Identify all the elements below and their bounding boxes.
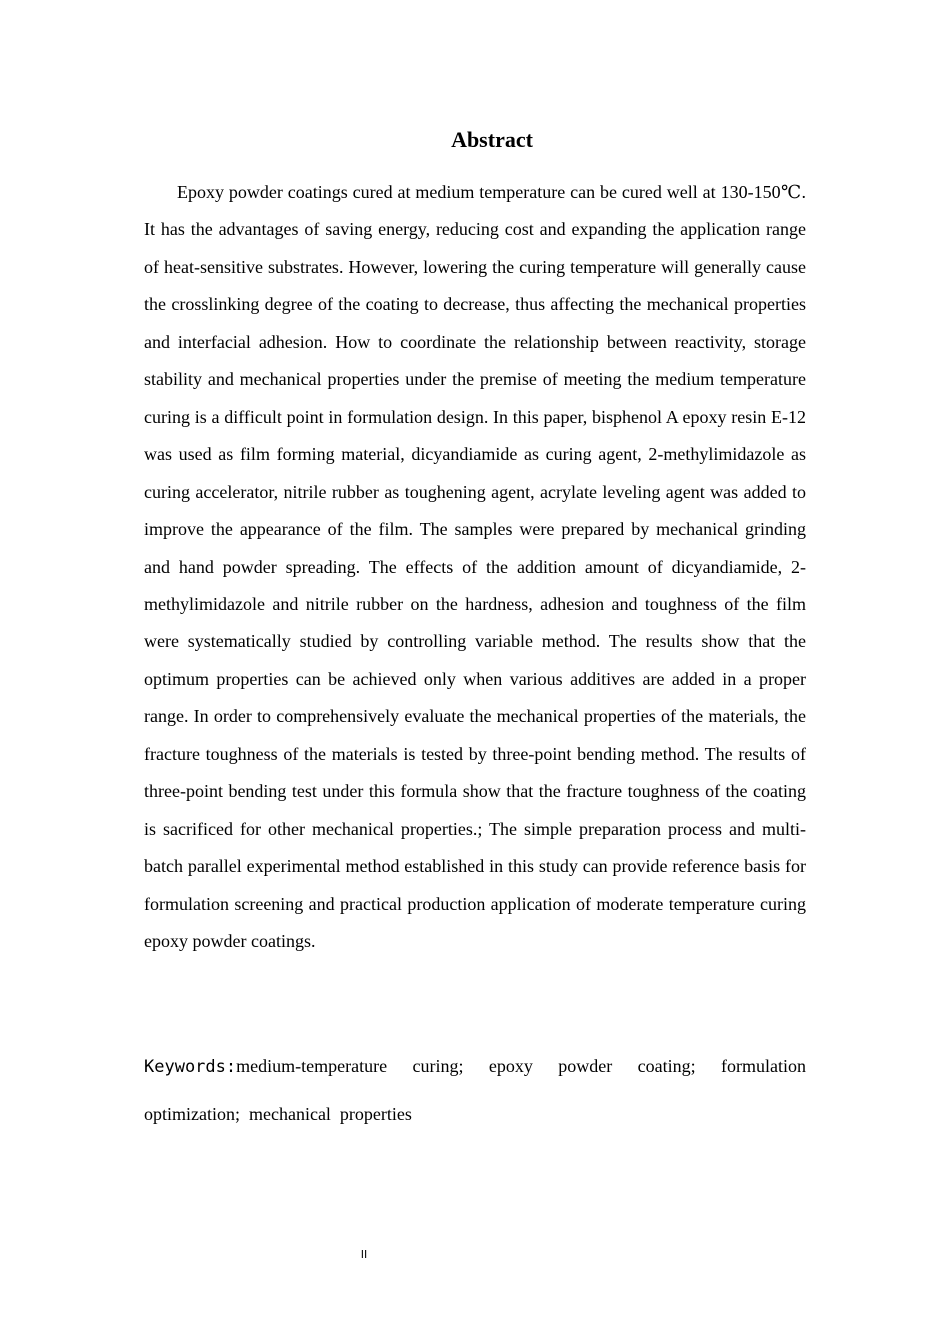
keywords-label: Keywords: [144,1057,237,1077]
page-number: II [360,1248,368,1261]
abstract-title: Abstract [451,127,533,152]
keywords-text: medium-temperature curing; epoxy powder coating; formulation optimization; mechanical properties [144,1056,806,1124]
keywords-paragraph [144,1043,806,1138]
abstract-body: Epoxy powder coatings cured at medium temperature can be cured well at 130-150℃. It has the advantages of saving energy, reducing cost and expanding the application range of heat-sensitive substrates. However, lowering the curing temperature will generally cause the crosslinking degree of the coating to decrease, thus affecting the mechanical properties and interfacial adhesion. How to coordinate the relationship between reactivity, storage stability and mechanical properties under the premise of meeting the medium temperature curing is a difficult point in formulation design. In this paper, bisphenol A epoxy resin E-12 was used as film forming material, dicyandiamide as curing agent, 2-methylimidazole as curing accelerator, nitrile rubber as toughening agent, acrylate leveling agent was added to improve the appearance of the film. The samples were prepared by mechanical grinding and hand powder spreading. The effects of the addition amount of dicyandiamide, 2-methylimidazole and nitrile rubber on the hardness, adhesion and toughness of the film were systematically studied by controlling variable method. The results show that the optimum properties can be achieved only when various additives are added in a proper range. In order to comprehensively evaluate the mechanical properties of the materials, the fracture toughness of the materials is tested by three-point bending method. The results of three-point bending test under this formula show that the fracture toughness of the coating is sacrificed for other mechanical properties.; The simple preparation process and multi-batch parallel experimental method established in this study can provide reference basis for formulation screening and practical production application of moderate temperature curing epoxy powder coatings. [144,182,806,952]
